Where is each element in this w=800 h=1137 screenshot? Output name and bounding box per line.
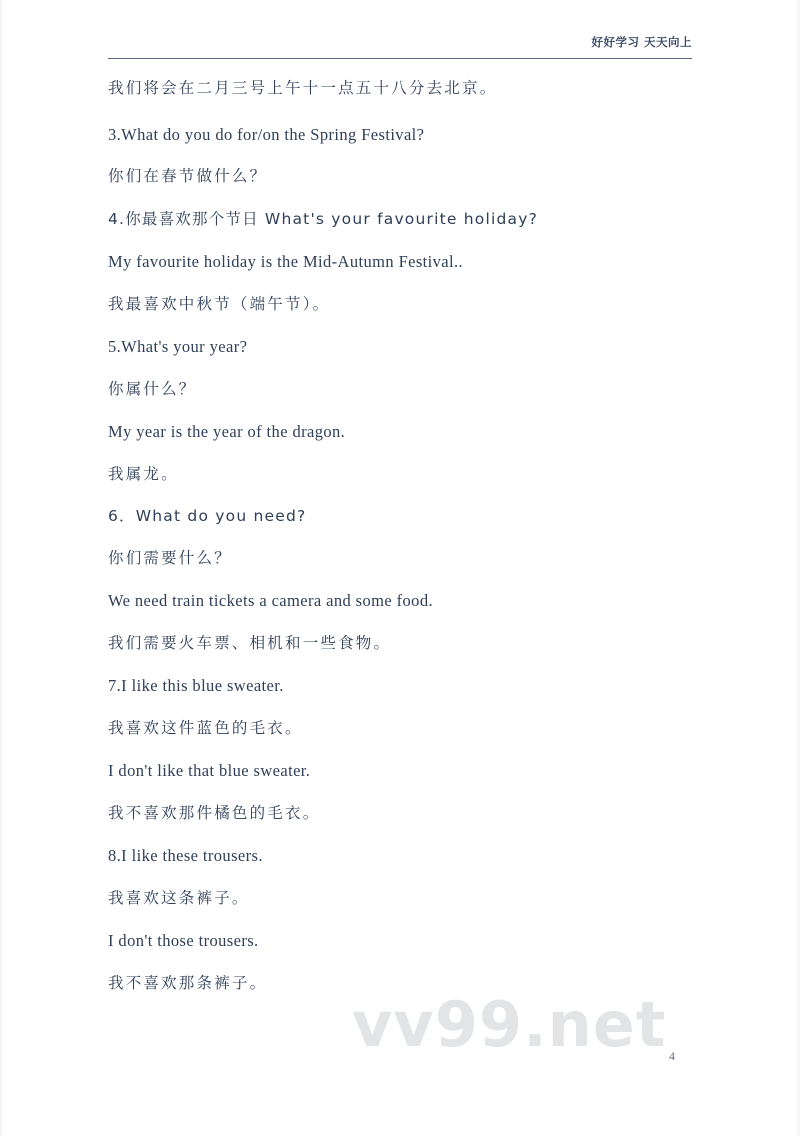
body-line: I don't like that blue sweater. [108, 760, 311, 780]
body-line: 我喜欢这件蓝色的毛衣。 [108, 718, 303, 737]
body-line: 5.What's your year? [108, 336, 248, 356]
document-body [108, 78, 708, 1015]
body-line: 4.你最喜欢那个节日 What's your favourite holiday? [108, 209, 538, 228]
body-line: 你们在春节做什么？ [108, 167, 268, 186]
body-line: 6．What do you need? [108, 506, 307, 525]
body-line: 你属什么？ [108, 379, 197, 398]
body-line: 我们需要火车票、相机和一些食物。 [108, 633, 392, 652]
body-line: 我喜欢这条裤子。 [108, 888, 250, 907]
body-line: We need train tickets a camera and some food. [108, 591, 433, 611]
body-line: My year is the year of the dragon. [108, 421, 346, 441]
page-edge-right [796, 0, 800, 1137]
page-header-text: 好好学习 天天向上 [591, 35, 692, 49]
page-edge-left [0, 0, 4, 1137]
body-line: 我们将会在二月三号上午十一点五十八分去北京。 [108, 79, 498, 97]
body-line: 你们需要什么？ [108, 548, 232, 567]
body-line: I don't those trousers. [108, 930, 259, 950]
watermark: vv99.net [352, 988, 667, 1061]
body-line: 我属龙。 [108, 464, 179, 483]
header-divider [108, 58, 692, 59]
body-line: 7.I like this blue sweater. [108, 676, 284, 696]
body-line: 我不喜欢那条裤子。 [108, 973, 268, 992]
body-line: 我不喜欢那件橘色的毛衣。 [108, 803, 321, 822]
page-number: 4 [669, 1049, 675, 1063]
body-line: 8.I like these trousers. [108, 845, 263, 865]
body-line: My favourite holiday is the Mid-Autumn Festival.. [108, 251, 464, 271]
body-line: 3.What do you do for/on the Spring Festival? [108, 124, 425, 144]
body-line: 我最喜欢中秋节（端午节）。 [108, 294, 331, 313]
